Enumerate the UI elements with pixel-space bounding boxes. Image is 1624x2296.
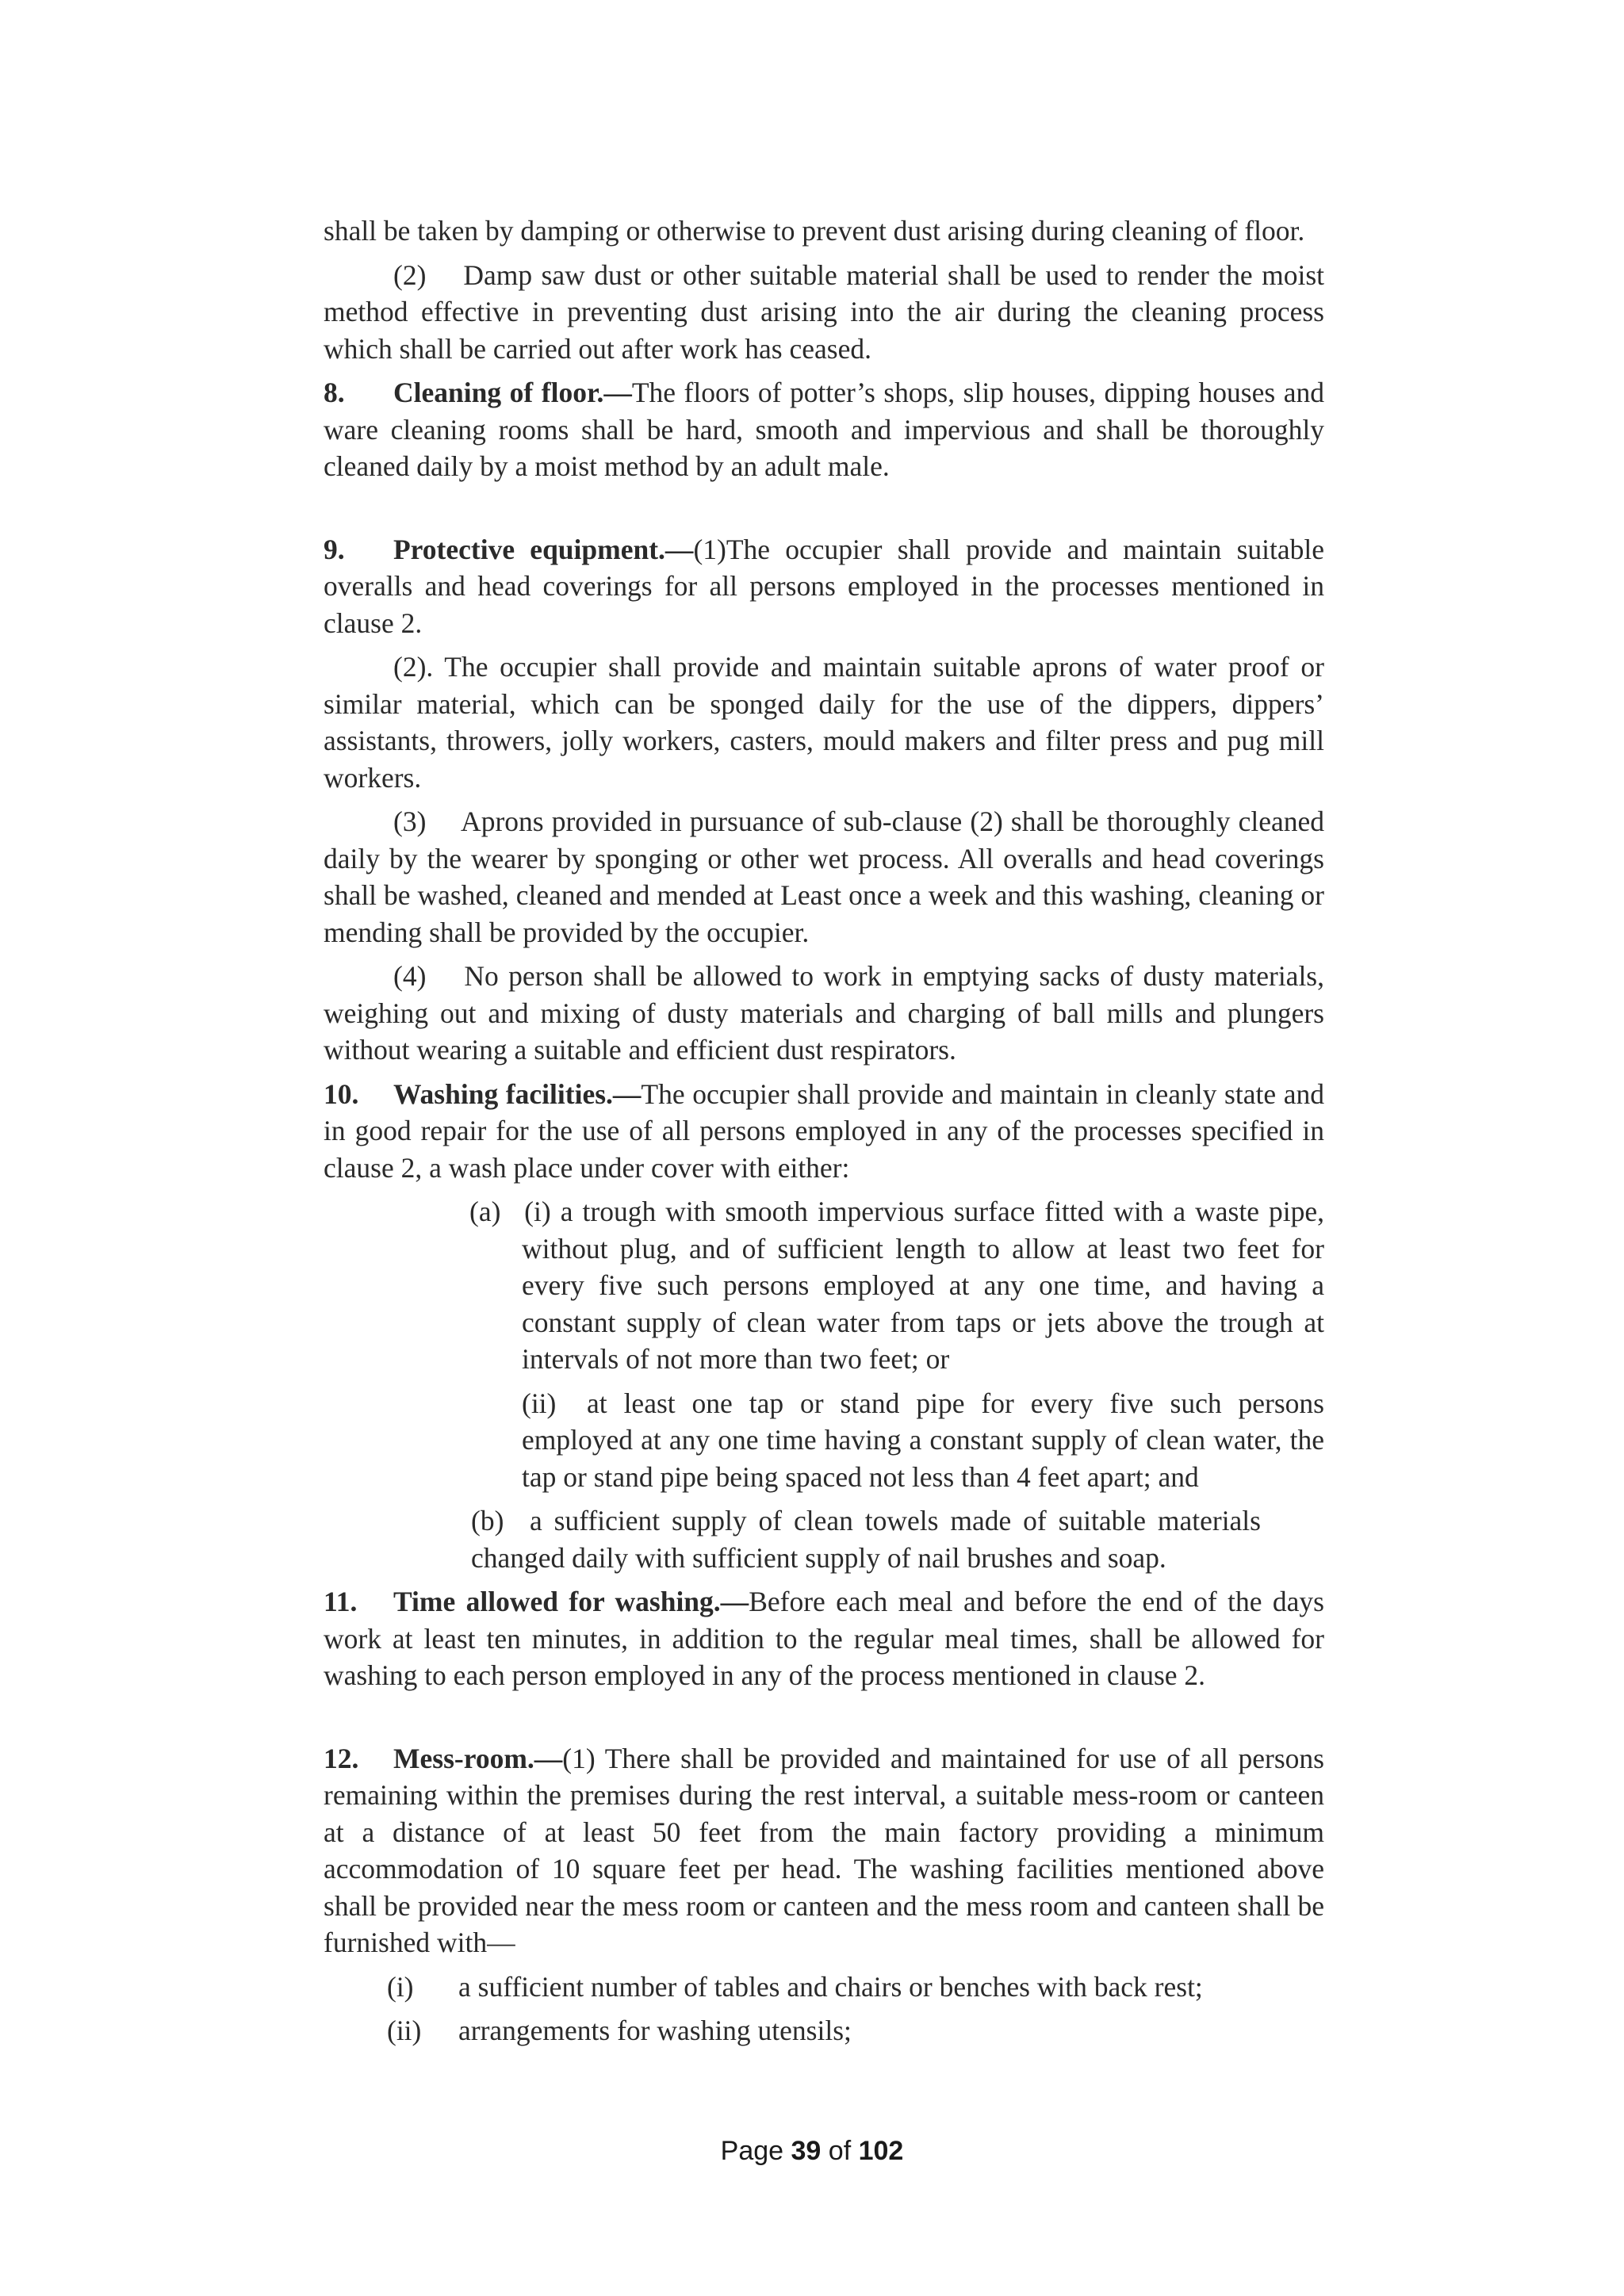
page-of-label: of [821, 2136, 859, 2166]
total-pages-number: 102 [858, 2136, 904, 2166]
list-item-number: (ii) [387, 2015, 422, 2046]
section-text: Before each meal and before the end of the days work at least ten minutes, in addition to the regular meal times, shall be allowed for washing to each person employed in any of the process mentioned in clause 2. [324, 1586, 1324, 1691]
section-text: The floors of potter’s shops, slip houses, dipping houses and ware cleaning rooms shall be hard, smooth and impervious and shall be thoroughly cleaned daily by a moist method by an adult male. [324, 377, 1324, 482]
section-9 [324, 531, 1324, 642]
clause-10-a-i: (a) (i) a trough with smooth impervious surface fitted with a waste pipe, without plug, and of sufficient length to allow at least two feet for every five such persons employed at any one time, and having a constant supply of clean water from taps or jets above the trough at intervals of not more than two feet; or [469, 1196, 1324, 1375]
section-text: (1)The occupier shall provide and maintain suitable overalls and head coverings for all persons employed in the processes mentioned in clause 2. [324, 533, 1324, 639]
section-8 [324, 374, 1324, 485]
section-number: 8. [324, 377, 345, 408]
page-footer [0, 2136, 1624, 2167]
clause-10-a-ii: (ii) at least one tap or stand pipe for every five such persons employed at any one time having a constant supply of clean water, the tap or stand pipe being spaced not less than 4 feet apart; and [522, 1387, 1324, 1493]
section-heading: Cleaning of floor.— [393, 377, 632, 408]
section-number: 12. [324, 1742, 359, 1774]
paragraph-9-3: (3) Aprons provided in pursuance of sub-clause (2) shall be thoroughly cleaned daily by the wearer by sponging or other wet process. All overalls and head coverings shall be washed, cleaned and mended at Least once a week and this washing, cleaning or mending shall be provided by the occupier. [324, 806, 1324, 948]
paragraph-7-2: (2) Damp saw dust or other suitable material shall be used to render the moist method effective in preventing dust arising into the air during the cleaning process which shall be carried out after work has ceased. [324, 258, 1324, 365]
page-body [324, 212, 1324, 2057]
section-heading: Time allowed for washing.— [393, 1586, 749, 1617]
list-item-text: arrangements for washing utensils; [458, 2015, 852, 2046]
list-item [387, 1969, 1324, 2006]
current-page-number: 39 [791, 2136, 822, 2166]
section-10 [324, 1076, 1324, 1187]
list-item-number: (i) [387, 1970, 414, 2003]
section-heading: Protective equipment.— [393, 533, 694, 565]
section-text: (1) There shall be provided and maintained for use of all persons remaining within the premises during the rest interval, a suitable mess-room or canteen at a distance of at least 50 feet from the main factory providing a minimum accommodation of 10 square feet per head. The washing facilities mentioned above shall be provided near the mess room or canteen and the mess room and canteen shall be furnished with— [324, 1742, 1324, 1958]
clause-10-b: (b) a sufficient supply of clean towels made of suitable materials changed daily with sufficient supply of nail brushes and soap. [471, 1505, 1261, 1574]
section-12 [324, 1740, 1324, 1961]
paragraph-9-4: (4) No person shall be allowed to work in emptying sacks of dusty materials, weighing out and mixing of dusty materials and charging of ball mills and plungers without wearing a suitable and efficient dust respirators. [324, 960, 1324, 1066]
section-number: 10. [324, 1077, 359, 1110]
list-item-text: a sufficient number of tables and chairs or benches with back rest; [458, 1970, 1203, 2003]
section-text: The occupier shall provide and maintain in cleanly state and in good repair for the use of all persons employed in any of the processes specified in clause 2, a wash place under cover with either: [324, 1077, 1324, 1184]
list-item [387, 2012, 1324, 2049]
paragraph-continuation: shall be taken by damping or otherwise to prevent dust arising during cleaning of floor. [324, 215, 1305, 247]
section-heading: Mess-room.— [393, 1742, 563, 1774]
section-heading: Washing facilities.— [393, 1077, 642, 1110]
section-11 [324, 1583, 1324, 1694]
section-number: 11. [324, 1586, 358, 1617]
page-label: Page [720, 2136, 791, 2166]
section-number: 9. [324, 533, 345, 565]
paragraph-9-2: (2). The occupier shall provide and maintain suitable aprons of water proof or similar material, which can be sponged daily for the use of the dippers, dippers’ assistants, throwers, jolly workers, casters, mould makers and filter press and pug mill workers. [324, 651, 1324, 794]
